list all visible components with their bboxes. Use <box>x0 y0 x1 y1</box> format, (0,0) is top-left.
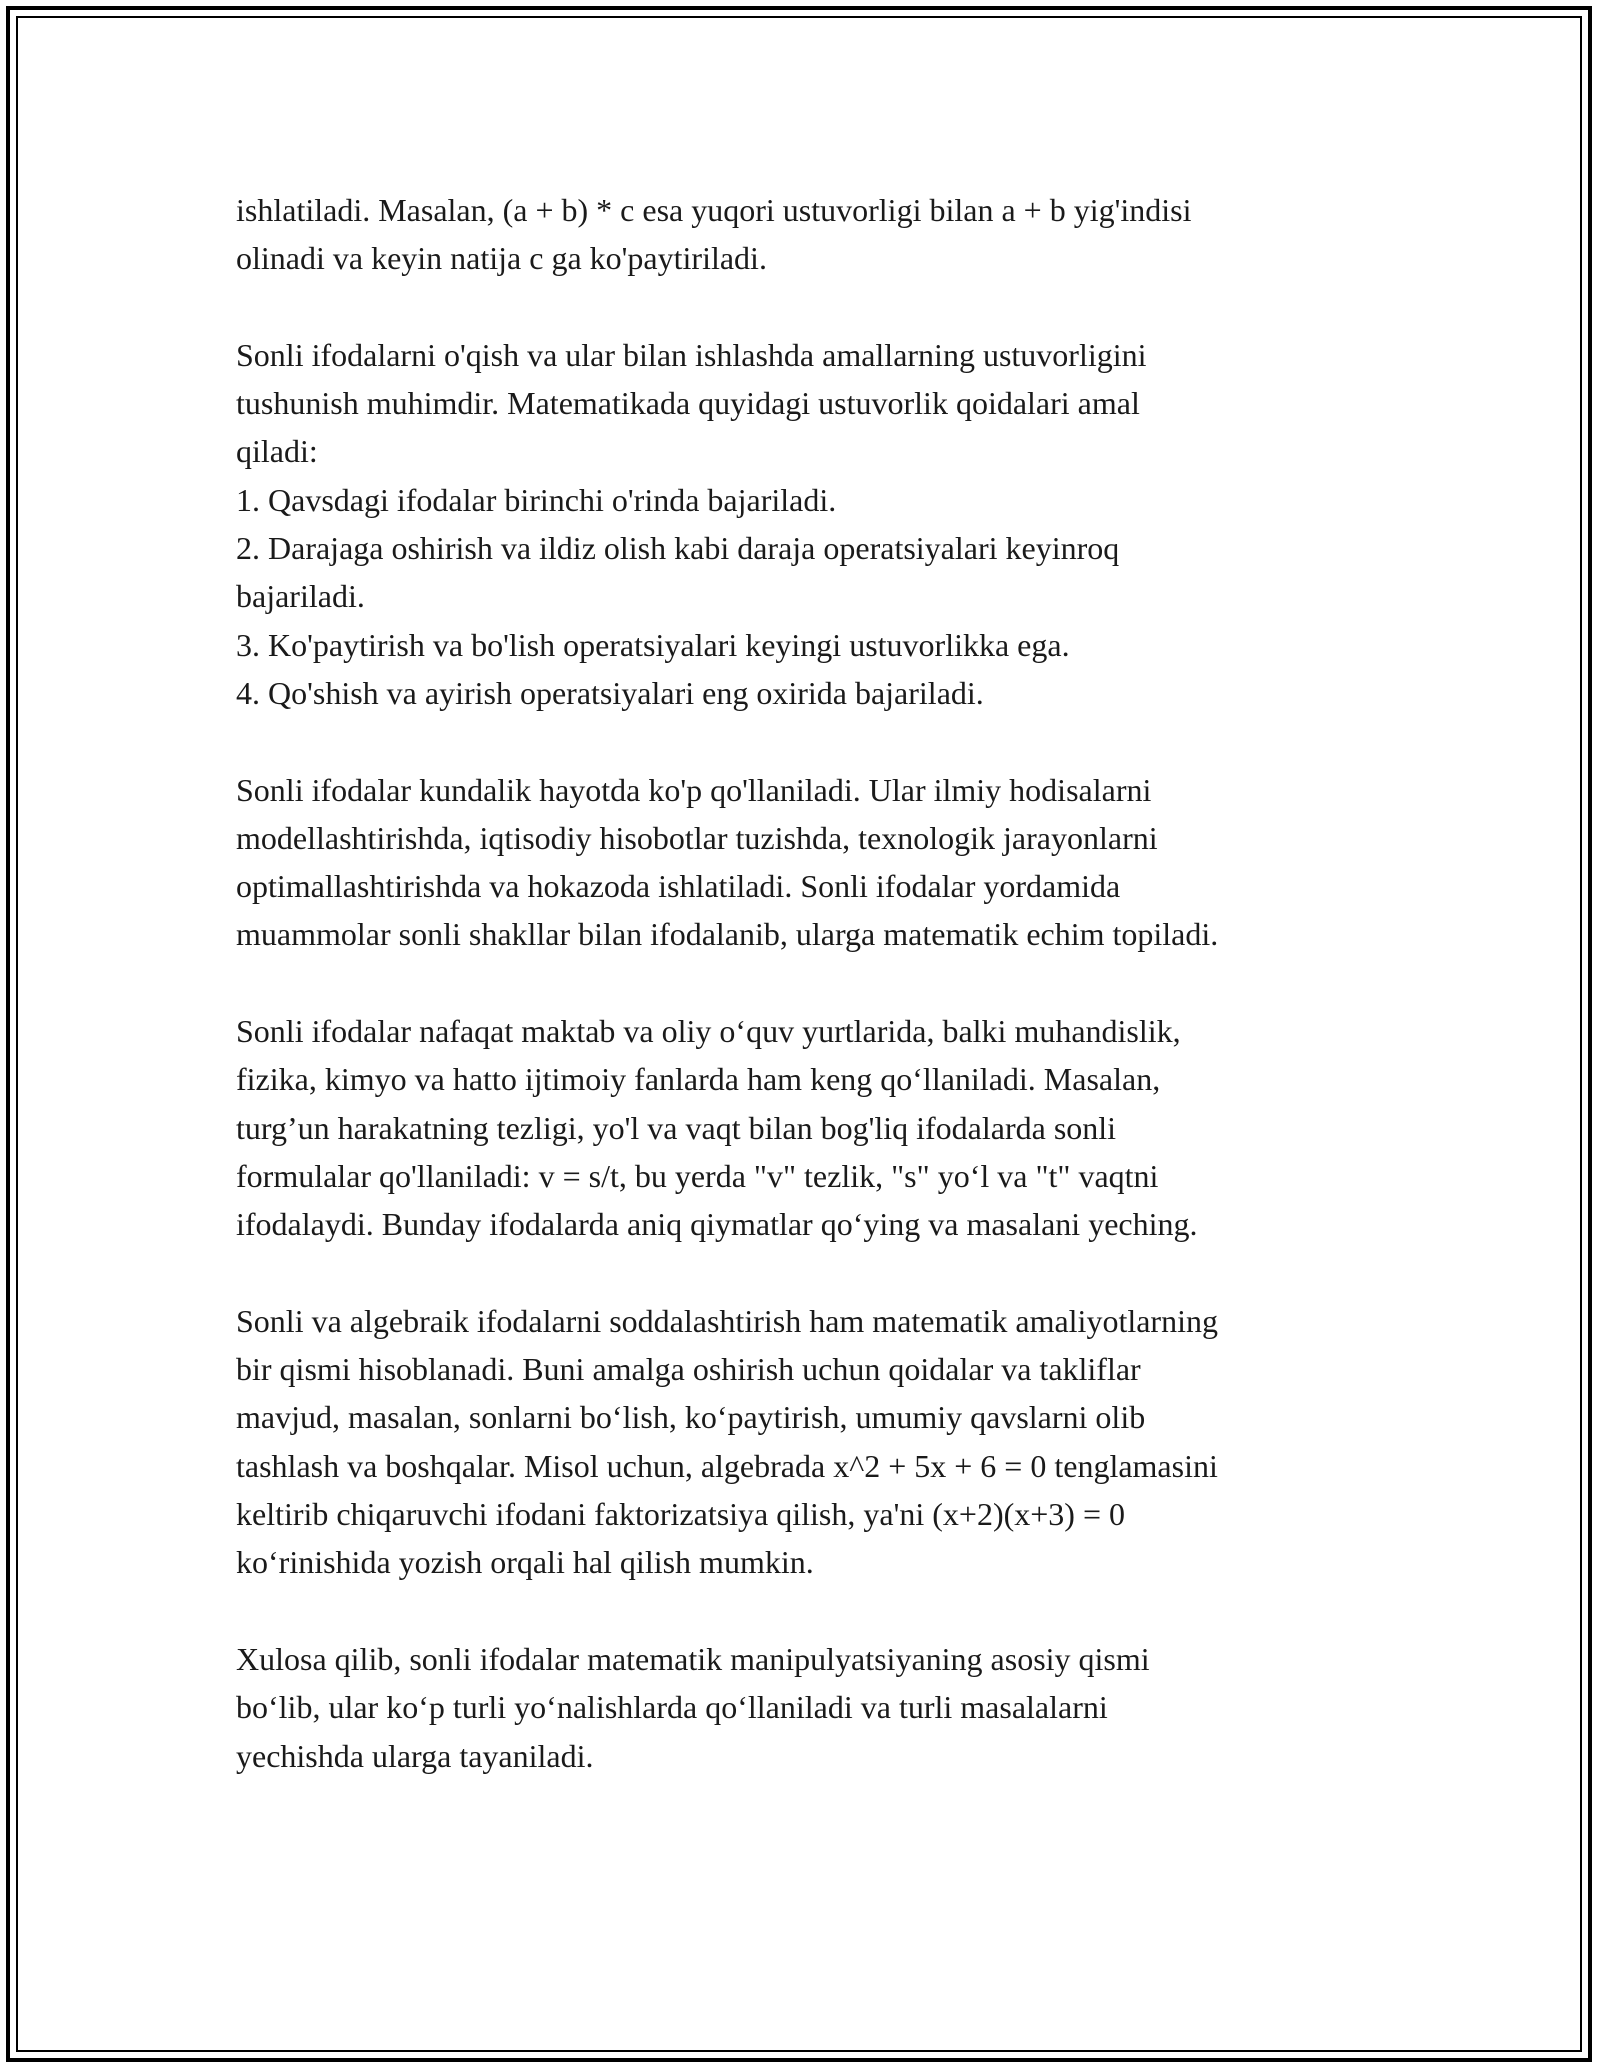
paragraph-operator-example: ishlatiladi. Masalan, (a + b) * c esa yuqori ustuvorligi bilan a + b yig'indisi olinadi va keyin natija c ga ko'paytiriladi. <box>236 192 1192 277</box>
paragraph-daily-usage: Sonli ifodalar kundalik hayotda ko'p qo'llaniladi. Ular ilmiy hodisalarni modellashtirishda, iqtisodiy hisobotlar tuzishda, texnologik jarayonlarni optimallashtirishda va hokazoda ishlatiladi. Sonli ifodalar yordamida muammolar sonli shakllar bilan ifodalanib, ularga matematik echim topiladi. <box>236 771 1219 953</box>
paragraph-precedence-rules: Sonli ifodalarni o'qish va ular bilan ishlashda amallarning ustuvorligini tushunish muhimdir. Matematikada quyidagi ustuvorlik qoidalari amal qiladi: 1. Qavsdagi ifodalar birinchi o'rinda bajariladi. 2. Darajaga oshirish va ildiz olish kabi daraja operatsiyalari keyinroq bajariladi. 3. Ko'paytirish va bo'lish operatsiyalari keyingi ustuvorlikka ega. 4. Qo'shish va ayirish operatsiyalari eng oxirida bajariladi. <box>236 336 1147 711</box>
paragraph-simplification: Sonli va algebraik ifodalarni soddalashtirish ham matematik amaliyotlarning bir qismi hisoblanadi. Buni amalga oshirish uchun qoidalar va takliflar mavjud, masalan, sonlarni bo‘lish, ko‘paytirish, umumiy qavslarni olib tashlash va boshqalar. Misol uchun, algebrada x^2 + 5x + 6 = 0 tenglamasini keltirib chiqaruvchi ifodani faktorizatsiya qilish, ya'ni (x+2)(x+3) = 0 ko‘rinishida yozish orqali hal qilish mumkin. <box>236 1302 1218 1581</box>
document-body <box>236 186 1396 1828</box>
paragraph-science-usage: Sonli ifodalar nafaqat maktab va oliy o‘quv yurtlarida, balki muhandislik, fizika, kimyo va hatto ijtimoiy fanlarda ham keng qo‘llaniladi. Masalan, turg’un harakatning tezligi, yo'l va vaqt bilan bog'liq ifodalarda sonli formulalar qo'llaniladi: v = s/t, bu yerda "v" tezlik, "s" yo‘l va "t" vaqtni ifodalaydi. Bunday ifodalarda aniq qiymatlar qo‘ying va masalani yeching. <box>236 1013 1198 1243</box>
paragraph-conclusion: Xulosa qilib, sonli ifodalar matematik manipulyatsiyaning asosiy qismi bo‘lib, ular ko‘p turli yo‘nalishlarda qo‘llaniladi va turli masalalarni yechishda ularga tayaniladi. <box>236 1640 1150 1774</box>
